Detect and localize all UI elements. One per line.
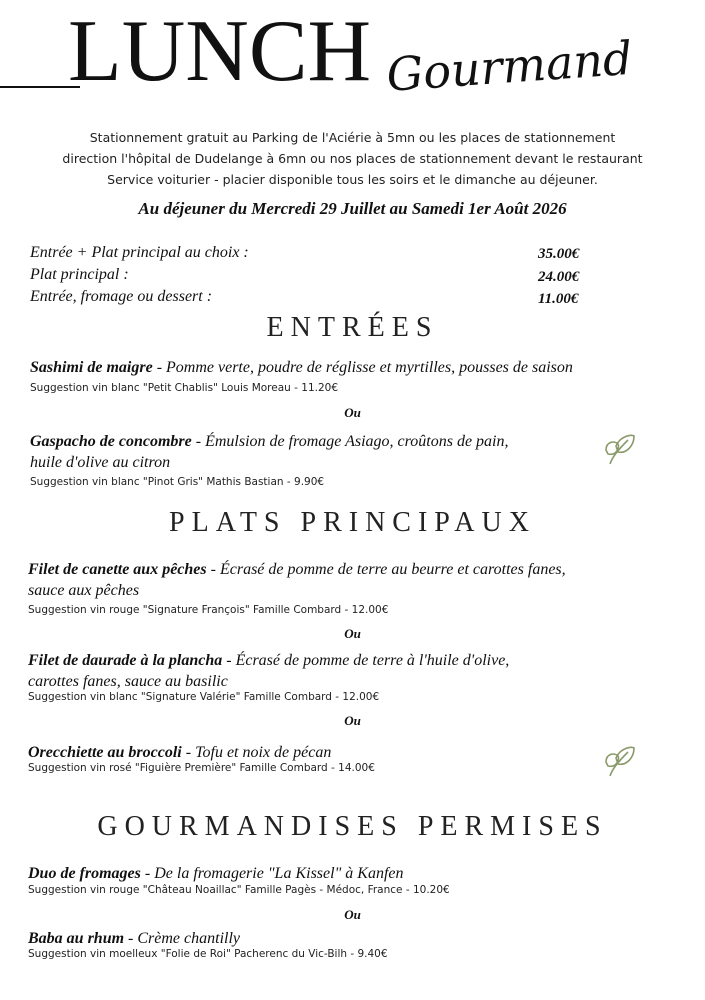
dish-description-line2: huile d'olive au citron	[30, 454, 171, 471]
info-line-3: Service voiturier - placier disponible tous les soirs et le dimanche au déjeuner.	[107, 172, 598, 187]
dish-description-line2: carottes fanes, sauce au basilic	[28, 673, 228, 690]
ou-separator: Ou	[344, 626, 361, 641]
dish-orecchiette	[28, 742, 331, 763]
info-line-2: direction l'hôpital de Dudelange à 6mn ou nos places de stationnement devant le restaurant	[62, 151, 643, 166]
dish-description: - De la fromagerie "La Kissel" à Kanfen	[140, 865, 404, 882]
ou-separator: Ou	[344, 405, 361, 420]
dish-description: - Émulsion de fromage Asiago, croûtons de pain,	[191, 433, 509, 450]
wine-suggestion: Suggestion vin moelleux "Folie de Roi" Pacherenc du Vic-Bilh - 9.40€	[28, 948, 388, 960]
wine-suggestion: Suggestion vin rouge "Signature François" Famille Combard - 12.00€	[28, 604, 389, 616]
section-title-entrees: ENTRÉES	[266, 312, 439, 343]
dish-canette	[28, 559, 566, 601]
ou-separator: Ou	[344, 907, 361, 922]
dish-fromages	[28, 863, 404, 884]
dish-name: Duo de fromages	[28, 865, 141, 882]
vegetarian-leaf-icon	[600, 432, 638, 466]
price-value-main: 24.00€	[538, 269, 580, 285]
date-line: Au déjeuner du Mercredi 29 Juillet au Samedi 1er Août 2026	[138, 199, 567, 218]
dish-description: - Écrasé de pomme de terre à l'huile d'olive,	[222, 652, 510, 669]
wine-suggestion: Suggestion vin blanc "Pinot Gris" Mathis Bastian - 9.90€	[30, 476, 325, 488]
dish-name: Baba au rhum	[28, 930, 125, 947]
title-gourmand: Gourmand	[384, 30, 635, 102]
info-line-1: Stationnement gratuit au Parking de l'Aciérie à 5mn ou les places de stationnement	[89, 130, 616, 145]
section-title-gourmandises: GOURMANDISES PERMISES	[97, 811, 608, 842]
dish-gaspacho	[30, 431, 508, 473]
ou-separator: Ou	[344, 713, 361, 728]
dish-baba	[28, 928, 240, 949]
wine-suggestion: Suggestion vin rosé "Figuière Première" Famille Combard - 14.00€	[28, 762, 375, 774]
wine-suggestion: Suggestion vin rouge "Château Noaillac" Famille Pagès - Médoc, France - 10.20€	[28, 884, 450, 896]
dish-description: - Écrasé de pomme de terre au beurre et carottes fanes,	[206, 561, 566, 578]
price-label-other: Entrée, fromage ou dessert :	[30, 288, 213, 305]
price-label-main: Plat principal :	[30, 266, 129, 283]
vegetarian-leaf-icon	[600, 744, 638, 778]
dish-name: Sashimi de maigre	[30, 359, 153, 376]
section-title-plats: PLATS PRINCIPAUX	[169, 507, 536, 538]
dish-name: Filet de canette aux pêches	[28, 561, 207, 578]
price-value-other: 11.00€	[538, 291, 579, 307]
dish-name: Filet de daurade à la plancha	[28, 652, 223, 669]
dish-sashimi	[30, 357, 573, 378]
dish-daurade	[28, 650, 509, 692]
title-lunch: LUNCH	[68, 3, 372, 100]
wine-suggestion: Suggestion vin blanc "Signature Valérie" Famille Combard - 12.00€	[28, 691, 380, 703]
price-value-formula: 35.00€	[538, 246, 580, 262]
dish-description: - Pomme verte, poudre de réglisse et myrtilles, pousses de saison	[152, 359, 573, 376]
dish-name: Gaspacho de concombre	[30, 433, 192, 450]
price-label-formula: Entrée + Plat principal au choix :	[30, 244, 249, 261]
dish-name: Orecchiette au broccoli	[28, 744, 182, 761]
dish-description-line2: sauce aux pêches	[28, 582, 140, 599]
dish-description: - Crème chantilly	[124, 930, 241, 947]
dish-description: - Tofu et noix de pécan	[181, 744, 332, 761]
wine-suggestion: Suggestion vin blanc "Petit Chablis" Louis Moreau - 11.20€	[30, 382, 339, 394]
